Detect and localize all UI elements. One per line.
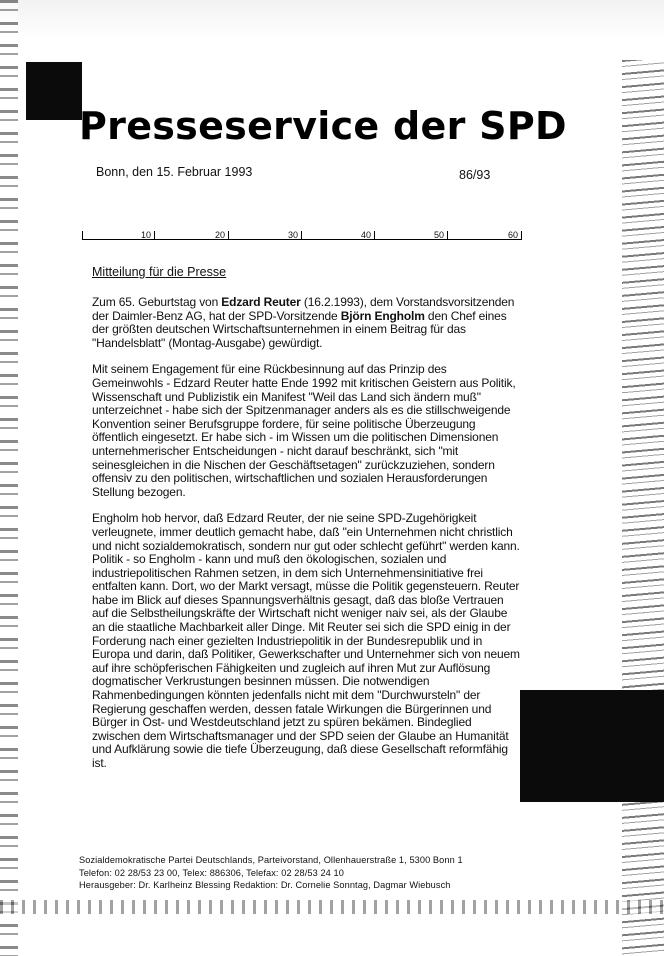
ruler-mark-30: 30 <box>288 231 302 240</box>
paragraph-1-text-e: den Chef eines der größten deutschen Wirtschaftsunternehmen in einem Beitrag für das "Handelsblatt" (Montag-Ausgabe) gewürdigt. <box>92 308 507 350</box>
paragraph-3: Engholm hob hervor, daß Edzard Reuter, der nie seine SPD-Zugehörigkeit verleugnete, immer deutlich gemacht habe, daß "ein Unternehmen nicht christlich und nicht sozialdemokratisch, sondern nur gut oder schlecht geführt" werden kann. Politik - so Engholm - kann und muß den ökologischen, sozialen und industriepolitischen Rahmen setzen, in dem sich Unternehmensinitiative frei entfalten kann. Dort, wo der Markt versagt, müsse die Politik gegensteuern. Reuter habe im Blick auf dieses Spannungsverhältnis gesagt, daß das bloße Vertrauen auf die Selbstheilungskräfte der Wirtschaft nicht weniger naiv sei, als der Glaube an die staatliche Machbarkeit aller Dinge. Mit Reuter sei sich die SPD einig in der Forderung nach einer gezielten Industriepolitik in der Bundesrepublik und in Europa und darin, daß Politiker, Gewerkschafter und Unternehmer sich von neuem auf ihre schöpferischen Fähigkeiten und zugleich auf ihren Mut zur Auflösung dogmatischer Verkrustungen besinnen müssen. Die notwendigen Rahmenbedingungen könnten jedenfalls nicht mit dem "Durchwursteln" der Regierung geschaffen werden, dessen fatale Wirkungen die Bürgerinnen und Bürger in Ost- und Westdeutschland jetzt zu spüren bekämen. Bindeglied zwischen dem Wirtschaftsmanager und der SPD seien der Glaube an Humanität und Aufklärung sowie die tiefe Überzeugung, daß diese Gesellschaft reformfähig ist. <box>92 511 520 770</box>
footer-editors: Herausgeber: Dr. Karlheinz Blessing Redaktion: Dr. Cornelie Sonntag, Dagmar Wiebusch <box>79 880 451 891</box>
registration-block-top-left <box>26 62 82 120</box>
footer-contact: Telefon: 02 28/53 23 00, Telex: 886306, Telefax: 02 28/53 24 10 <box>79 867 344 878</box>
ruler-start-tick <box>82 231 83 240</box>
scan-edge-bottom <box>0 900 664 914</box>
scan-edge-top <box>0 0 664 40</box>
ruler-mark-40: 40 <box>361 231 375 240</box>
registration-block-bottom-right <box>520 690 664 802</box>
ruler-mark-50: 50 <box>434 231 448 240</box>
scan-edge-right <box>622 60 664 956</box>
ruler-mark-60: 60 <box>508 231 522 240</box>
ruler-mark-10: 10 <box>141 231 155 240</box>
article-body <box>92 296 520 784</box>
ruler-mark-20: 20 <box>215 231 229 240</box>
paragraph-1 <box>92 296 520 350</box>
footer-address: Sozialdemokratische Partei Deutschlands, Parteivorstand, Ollenhauerstraße 1, 5300 Bonn 1 <box>79 855 463 865</box>
masthead-title: Presseservice der SPD <box>79 104 567 148</box>
subject-line: Mitteilung für die Presse <box>92 265 227 279</box>
scan-edge-left <box>0 0 18 956</box>
document-number: 86/93 <box>459 168 491 182</box>
paragraph-2: Mit seinem Engagement für eine Rückbesinnung auf das Prinzip des Gemeinwohls - Edzard Reuter hatte Ende 1992 mit kritischen Geistern aus Politik, Wissenschaft und Publizistik ein Manifest "Weil das Land sich ändern muß" unterzeichnet - habe sich der Spitzenmanager anders als es die stillschweigende Konvention seiner Berufsgruppe fordere, für seine politische Überzeugung öffentlich eingesetzt. Er habe sich - im Wissen um die politischen Dimensionen unternehmerischer Entscheidungen - nicht darauf beschränkt, sich "mit seinesgleichen in die Nischen der Geschäftsetagen" zurückzuziehen, sondern offensiv zu den politischen, wirtschaftlichen und sozialen Herausforderungen Stellung bezogen. <box>92 362 516 499</box>
name-bjoern-engholm: Björn Engholm <box>340 308 425 323</box>
paragraph-1-text-a: Zum 65. Geburtstag von <box>92 295 222 309</box>
footer-imprint <box>79 854 499 892</box>
paragraph-1-text-c: (16.2.1993), dem Vorstandsvorsitzenden der Daimler-Benz AG, hat der SPD-Vorsitzende <box>92 295 515 323</box>
name-edzard-reuter: Edzard Reuter <box>221 295 301 309</box>
dateline: Bonn, den 15. Februar 1993 <box>96 165 253 179</box>
typewriter-ruler <box>82 228 522 240</box>
